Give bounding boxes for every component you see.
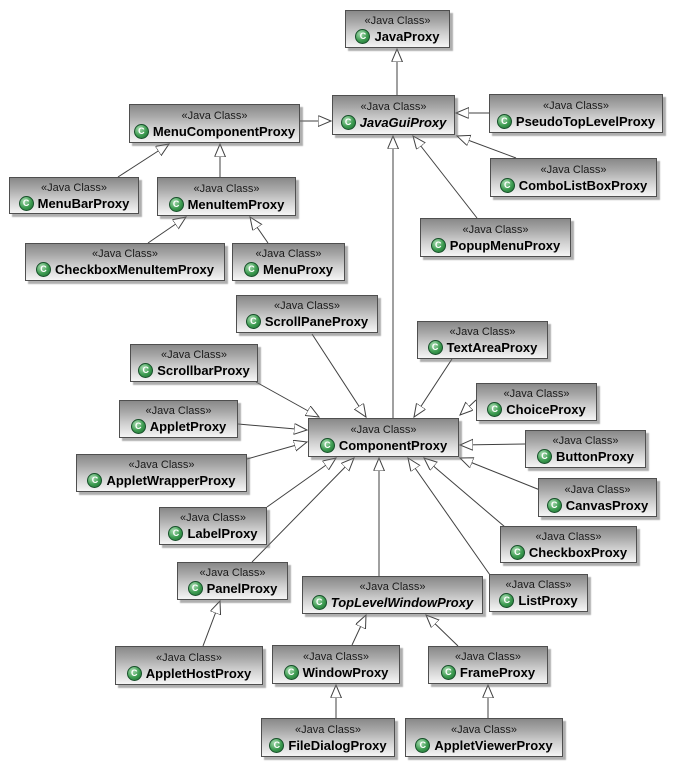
class-name: WindowProxy bbox=[302, 664, 389, 680]
class-box-ButtonProxy bbox=[525, 430, 646, 468]
class-name: AppletProxy bbox=[149, 419, 227, 434]
class-box-FrameProxy bbox=[428, 646, 548, 684]
class-name: ChoiceProxy bbox=[506, 402, 586, 417]
class-name: PopupMenuProxy bbox=[449, 237, 561, 253]
class-icon: C bbox=[428, 340, 443, 355]
stereotype-label: «Java Class» bbox=[128, 459, 195, 471]
stereotype-label: «Java Class» bbox=[542, 99, 610, 112]
class-icon: C bbox=[169, 197, 184, 212]
class-name-row bbox=[244, 262, 333, 277]
class-name-row bbox=[269, 738, 386, 753]
class-name: AppletViewerProxy bbox=[434, 737, 553, 753]
class-icon: C bbox=[131, 419, 146, 434]
class-name: MenuComponentProxy bbox=[152, 123, 296, 139]
class-box-TopLevelWindowProxy bbox=[302, 576, 483, 614]
class-box-WindowProxy bbox=[272, 645, 400, 684]
class-icon: C bbox=[127, 666, 142, 681]
class-box-MenuBarProxy bbox=[9, 177, 139, 214]
stereotype-label: «Java Class» bbox=[91, 248, 159, 260]
class-box-ScrollPaneProxy bbox=[236, 295, 378, 333]
stereotype-label: «Java Class» bbox=[535, 530, 602, 543]
class-name: TopLevelWindowProxy bbox=[330, 595, 474, 610]
class-name: TextAreaProxy bbox=[446, 340, 538, 355]
class-name-row bbox=[134, 124, 295, 139]
class-box-AppletWrapperProxy bbox=[76, 454, 247, 492]
stereotype-label: «Java Class» bbox=[503, 388, 570, 400]
class-box-AppletViewerProxy bbox=[405, 718, 563, 757]
class-icon: C bbox=[320, 438, 335, 453]
stereotype-label: «Java Class» bbox=[454, 651, 522, 663]
stereotype-label: «Java Class» bbox=[449, 326, 516, 338]
class-box-CheckboxMenuItemProxy bbox=[25, 243, 225, 281]
stereotype-label: «Java Class» bbox=[145, 405, 212, 417]
stereotype-label: «Java Class» bbox=[540, 163, 607, 176]
class-name: FileDialogProxy bbox=[288, 737, 387, 753]
class-icon: C bbox=[36, 262, 51, 277]
class-name: CheckboxMenuItemProxy bbox=[55, 262, 214, 277]
class-name-row bbox=[341, 115, 447, 130]
class-name: AppletWrapperProxy bbox=[106, 473, 236, 488]
class-icon: C bbox=[415, 738, 430, 753]
class-icon: C bbox=[441, 665, 456, 680]
stereotype-label: «Java Class» bbox=[359, 581, 426, 593]
class-name-row bbox=[355, 29, 439, 44]
stereotype-label: «Java Class» bbox=[273, 300, 341, 312]
class-box-MenuProxy bbox=[232, 243, 345, 281]
class-icon: C bbox=[168, 526, 183, 541]
class-box-ListProxy bbox=[489, 574, 588, 612]
stereotype-label: «Java Class» bbox=[155, 651, 223, 664]
class-box-ComboListBoxProxy bbox=[490, 158, 657, 197]
class-icon: C bbox=[87, 473, 102, 488]
class-icon: C bbox=[500, 178, 515, 193]
class-name-row bbox=[246, 314, 368, 329]
class-box-ScrollbarProxy bbox=[130, 344, 258, 382]
class-name-row bbox=[431, 238, 561, 253]
class-name-row bbox=[138, 363, 250, 378]
class-name: MenuBarProxy bbox=[37, 195, 130, 211]
stereotype-label: «Java Class» bbox=[193, 182, 260, 195]
class-box-AppletProxy bbox=[119, 400, 238, 438]
stereotype-label: «Java Class» bbox=[160, 349, 228, 361]
class-name-row bbox=[87, 473, 235, 488]
class-icon: C bbox=[269, 738, 284, 753]
class-box-CheckboxProxy bbox=[500, 526, 637, 563]
class-name-row bbox=[428, 340, 538, 355]
class-name-row bbox=[131, 419, 227, 434]
class-name: MenuItemProxy bbox=[187, 196, 285, 212]
class-icon: C bbox=[510, 545, 525, 560]
class-name: JavaGuiProxy bbox=[359, 115, 447, 130]
class-box-AppletHostProxy bbox=[115, 646, 263, 685]
class-name: ScrollPaneProxy bbox=[264, 314, 369, 329]
class-icon: C bbox=[547, 498, 562, 513]
class-box-ChoiceProxy bbox=[476, 383, 597, 421]
stereotype-label: «Java Class» bbox=[199, 567, 266, 579]
class-icon: C bbox=[188, 581, 203, 596]
class-name: ScrollbarProxy bbox=[157, 363, 250, 378]
stereotype-label: «Java Class» bbox=[40, 181, 108, 194]
class-icon: C bbox=[499, 593, 514, 608]
stereotype-label: «Java Class» bbox=[302, 650, 370, 663]
class-box-MenuItemProxy bbox=[157, 177, 296, 216]
class-box-JavaProxy bbox=[345, 10, 450, 48]
class-name-row bbox=[497, 114, 655, 129]
class-name: ComboListBoxProxy bbox=[518, 177, 648, 193]
class-name-row bbox=[499, 593, 577, 608]
class-name-row bbox=[284, 665, 389, 680]
class-box-ComponentProxy bbox=[308, 418, 459, 457]
class-icon: C bbox=[537, 449, 552, 464]
class-box-PseudoTopLevelProxy bbox=[489, 94, 663, 133]
class-box-CanvasProxy bbox=[538, 478, 657, 517]
class-icon: C bbox=[487, 402, 502, 417]
class-name-row bbox=[500, 178, 648, 193]
class-name: CheckboxProxy bbox=[528, 544, 628, 560]
class-name: PseudoTopLevelProxy bbox=[515, 113, 656, 129]
class-name: PanelProxy bbox=[206, 581, 278, 596]
class-name: LabelProxy bbox=[187, 526, 258, 541]
stereotype-label: «Java Class» bbox=[462, 223, 529, 236]
class-name-row bbox=[168, 526, 257, 541]
class-name-row bbox=[547, 498, 648, 513]
stereotype-label: «Java Class» bbox=[552, 435, 619, 447]
class-name-row bbox=[188, 581, 278, 596]
class-icon: C bbox=[19, 196, 34, 211]
class-name: ButtonProxy bbox=[556, 449, 634, 464]
class-name-row bbox=[312, 595, 473, 610]
class-icon: C bbox=[246, 314, 261, 329]
class-icon: C bbox=[497, 114, 512, 129]
class-box-PopupMenuProxy bbox=[420, 218, 571, 257]
class-box-PanelProxy bbox=[177, 562, 288, 600]
class-box-TextAreaProxy bbox=[417, 321, 548, 359]
class-name-row bbox=[487, 402, 585, 417]
class-name: JavaProxy bbox=[374, 29, 440, 44]
class-name: MenuProxy bbox=[262, 262, 334, 277]
class-name-row bbox=[36, 262, 214, 277]
class-name-row bbox=[127, 666, 251, 681]
class-box-MenuComponentProxy bbox=[129, 104, 300, 143]
class-box-LabelProxy bbox=[159, 507, 267, 545]
stereotype-label: «Java Class» bbox=[294, 723, 362, 736]
stereotype-label: «Java Class» bbox=[564, 483, 631, 496]
stereotype-label: «Java Class» bbox=[179, 512, 247, 524]
class-box-JavaGuiProxy bbox=[332, 95, 455, 135]
class-name: ComponentProxy bbox=[338, 437, 448, 453]
class-name-row bbox=[441, 665, 535, 680]
class-icon: C bbox=[355, 29, 370, 44]
class-icon: C bbox=[138, 363, 153, 378]
class-icon: C bbox=[312, 595, 327, 610]
class-name: ListProxy bbox=[518, 593, 578, 608]
class-box-FileDialogProxy bbox=[261, 718, 395, 757]
class-name-row bbox=[19, 196, 130, 211]
stereotype-label: «Java Class» bbox=[450, 723, 518, 736]
stereotype-label: «Java Class» bbox=[255, 248, 322, 260]
class-name-row bbox=[320, 438, 447, 453]
class-name-row bbox=[537, 449, 634, 464]
class-icon: C bbox=[341, 115, 356, 130]
class-name: CanvasProxy bbox=[565, 497, 649, 513]
class-name-row bbox=[415, 738, 552, 753]
class-icon: C bbox=[284, 665, 299, 680]
stereotype-label: «Java Class» bbox=[360, 101, 427, 113]
class-name: FrameProxy bbox=[459, 665, 536, 680]
class-icon: C bbox=[244, 262, 259, 277]
class-name: AppletHostProxy bbox=[145, 665, 252, 681]
stereotype-label: «Java Class» bbox=[505, 579, 572, 591]
class-name-row bbox=[510, 545, 627, 560]
class-name-row bbox=[169, 197, 285, 212]
stereotype-label: «Java Class» bbox=[181, 109, 248, 122]
class-icon: C bbox=[134, 124, 149, 139]
stereotype-label: «Java Class» bbox=[350, 423, 417, 436]
class-icon: C bbox=[431, 238, 446, 253]
stereotype-label: «Java Class» bbox=[364, 15, 431, 27]
